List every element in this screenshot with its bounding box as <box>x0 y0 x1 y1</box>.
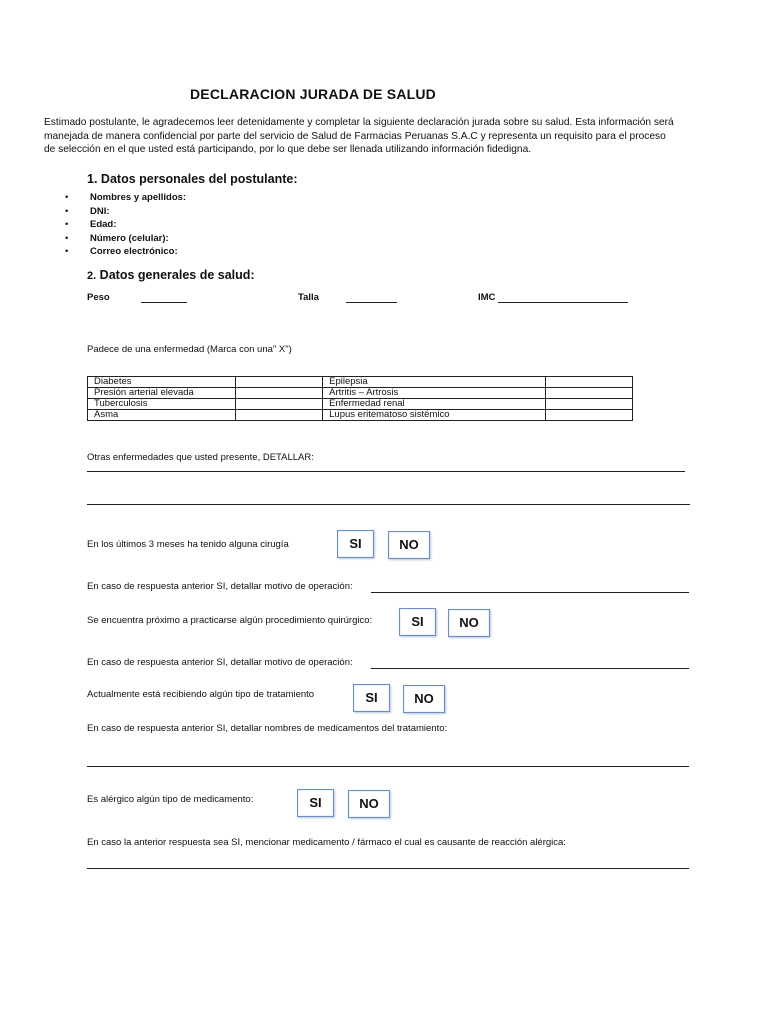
surgery-no-button[interactable]: NO <box>388 531 430 559</box>
surgery-detail-label: En caso de respuesta anterior SI, detallar motivo de operación: <box>87 581 353 592</box>
procedure-detail-label: En caso de respuesta anterior SI, detallar motivo de operación: <box>87 657 353 668</box>
disease-label: Epilepsia <box>323 377 546 388</box>
imc-field[interactable] <box>498 302 628 303</box>
disease-label: Presión arterial elevada <box>88 388 236 399</box>
other-diseases-label: Otras enfermedades que usted presente, DETALLAR: <box>87 452 314 463</box>
section1-heading <box>87 172 298 186</box>
procedure-no-button[interactable]: NO <box>448 609 490 637</box>
table-row <box>88 388 633 399</box>
table-row <box>88 410 633 421</box>
disease-mark-cell[interactable] <box>236 377 323 388</box>
intro-paragraph <box>44 116 724 157</box>
disease-mark-cell[interactable] <box>236 388 323 399</box>
disease-mark-cell[interactable] <box>546 410 633 421</box>
surgery-question: En los últimos 3 meses ha tenido alguna cirugía <box>87 539 289 550</box>
field-phone: • Número (celular): <box>62 232 186 246</box>
peso-label: Peso <box>87 292 110 303</box>
treatment-no-button[interactable]: NO <box>403 685 445 713</box>
peso-field[interactable] <box>141 302 187 303</box>
talla-label: Talla <box>298 292 319 303</box>
disease-mark-cell[interactable] <box>546 377 633 388</box>
table-row <box>88 377 633 388</box>
allergy-detail-label: En caso la anterior respuesta sea SI, mencionar medicamento / fármaco el cual es causante de reacción alérgica: <box>87 837 566 848</box>
treatment-question: Actualmente está recibiendo algún tipo de tratamiento <box>87 689 315 700</box>
section-number: 2. <box>87 270 97 282</box>
treatment-yes-button[interactable]: SI <box>353 684 390 712</box>
disease-mark-cell[interactable] <box>546 388 633 399</box>
intro-line: de selección en el que usted está participando, por lo que debe ser llenada utilizando información fidedigna. <box>44 144 532 155</box>
intro-line: manejada de manera confidencial por parte del servicio de Salud de Farmacias Peruanas S.A.C y representa un requisito para el proceso <box>44 130 666 142</box>
section-number: 1. <box>87 172 98 186</box>
field-name: • Nombres y apellidos: <box>62 191 186 205</box>
disease-label: Tuberculosis <box>88 399 236 410</box>
procedure-yes-button[interactable]: SI <box>399 608 436 636</box>
other-diseases-line[interactable] <box>87 504 690 505</box>
treatment-detail-label: En caso de respuesta anterior SI, detallar nombres de medicamentos del tratamiento: <box>87 723 448 734</box>
disease-mark-cell[interactable] <box>546 399 633 410</box>
disease-label: Artritis – Artrosis <box>323 388 546 399</box>
section-title: Datos generales de salud: <box>99 268 255 282</box>
diseases-prompt: Padece de una enfermedad (Marca con una" X") <box>87 344 292 355</box>
allergy-question: Es alérgico algún tipo de medicamento: <box>87 794 254 805</box>
field-dni: • DNI: <box>62 205 186 219</box>
allergy-yes-button[interactable]: SI <box>297 789 334 817</box>
document-title: DECLARACION JURADA DE SALUD <box>190 86 436 102</box>
procedure-question: Se encuentra próximo a practicarse algún procedimiento quirúrgico: <box>87 615 373 626</box>
imc-label: IMC <box>478 292 496 303</box>
allergy-detail-field[interactable] <box>87 868 689 869</box>
allergy-no-button[interactable]: NO <box>348 790 390 818</box>
treatment-detail-field[interactable] <box>87 766 689 767</box>
disease-label: Lupus eritematoso sistémico <box>323 410 546 421</box>
procedure-detail-field[interactable] <box>371 668 689 669</box>
diseases-table <box>87 376 633 421</box>
table-row <box>88 399 633 410</box>
surgery-yes-button[interactable]: SI <box>337 530 374 558</box>
other-diseases-line[interactable] <box>87 471 685 472</box>
field-age: • Edad: <box>62 218 186 232</box>
disease-label: Diabetes <box>88 377 236 388</box>
section2-heading <box>87 268 255 282</box>
disease-mark-cell[interactable] <box>236 399 323 410</box>
disease-mark-cell[interactable] <box>236 410 323 421</box>
disease-label: Enfermedad renal <box>323 399 546 410</box>
surgery-detail-field[interactable] <box>371 592 689 593</box>
intro-line: Estimado postulante, le agradecemos leer detenidamente y completar la siguiente declaración jurada sobre su salud. Esta información será <box>44 117 674 128</box>
section-title: Datos personales del postulante: <box>100 172 298 186</box>
field-email: • Correo electrónico: <box>62 245 186 259</box>
personal-data-list <box>62 191 186 259</box>
talla-field[interactable] <box>346 302 397 303</box>
disease-label: Asma <box>88 410 236 421</box>
